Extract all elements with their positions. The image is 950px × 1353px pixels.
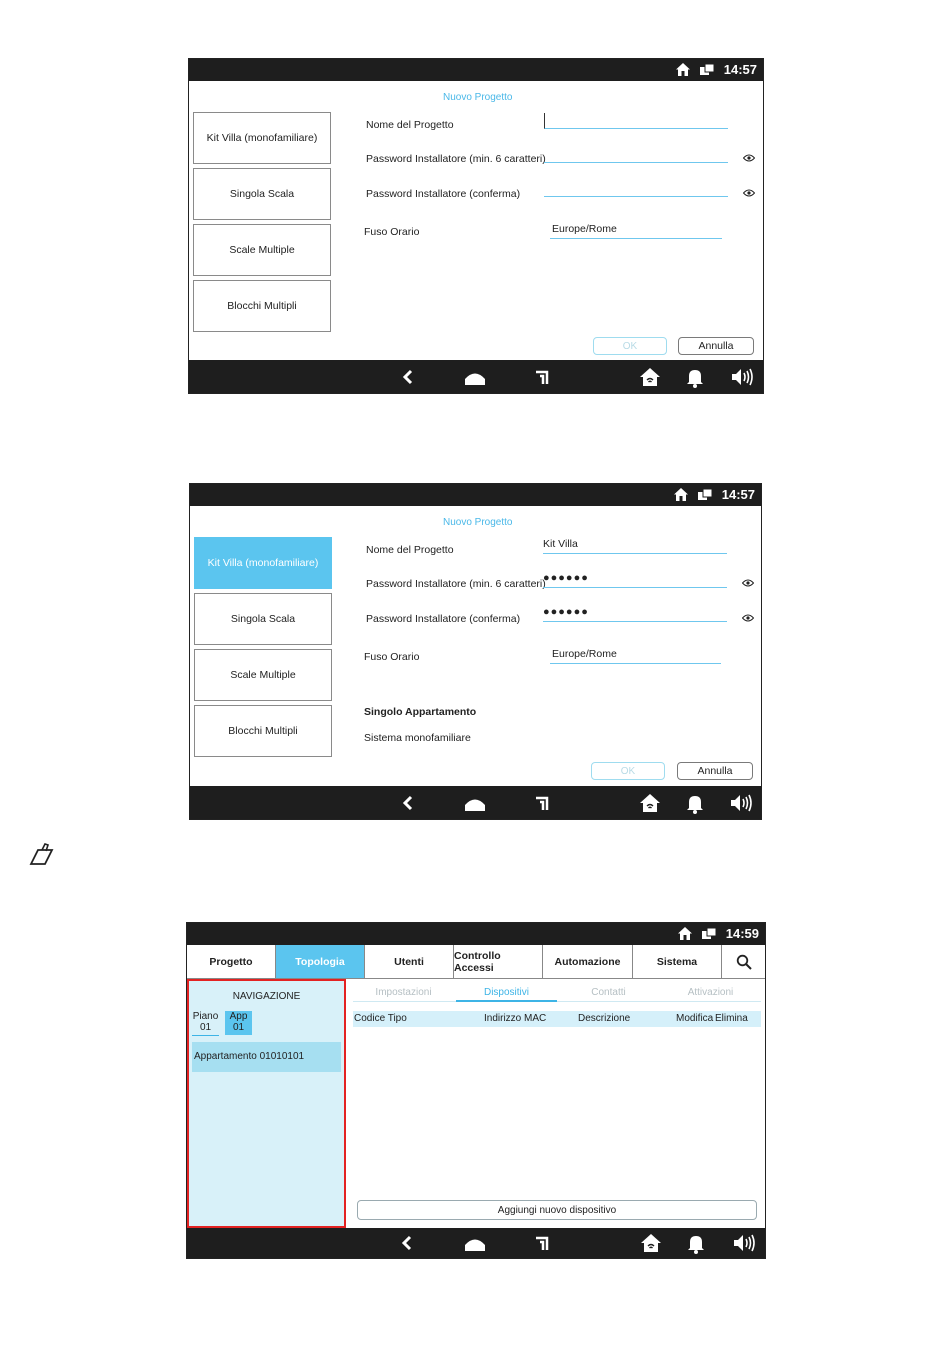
col-descrizione: Descrizione — [578, 1013, 631, 1024]
subtab-underline — [353, 1001, 761, 1002]
navigation-panel — [187, 979, 346, 1228]
nav-cell-piano-label: Piano — [192, 1011, 219, 1022]
subtab-impostazioni[interactable]: Impostazioni — [375, 987, 432, 998]
col-elimina: Elimina — [715, 1013, 748, 1024]
network-icon — [699, 62, 715, 78]
screen-new-project-filled — [190, 484, 761, 819]
eye-icon[interactable] — [742, 579, 754, 587]
eye-icon[interactable] — [742, 614, 754, 622]
navigation-title: NAVIGAZIONE — [232, 991, 301, 1002]
home-nav-icon[interactable] — [464, 1232, 486, 1254]
status-time: 14:57 — [721, 487, 755, 502]
nav-bar — [189, 360, 763, 393]
tab-utenti[interactable]: Utenti — [365, 945, 454, 978]
screen-topology — [187, 923, 765, 1258]
kit-villa-button[interactable]: Kit Villa (monofamiliare) — [193, 112, 331, 164]
subtab-active-underline — [456, 1000, 557, 1002]
status-bar — [189, 59, 763, 81]
main-tabs — [187, 945, 765, 979]
col-codice-tipo: Codice Tipo — [354, 1013, 407, 1024]
blocchi-multipli-button[interactable]: Blocchi Multipli — [193, 280, 331, 332]
bell-icon[interactable] — [684, 366, 706, 388]
eye-icon[interactable] — [743, 189, 755, 197]
password-confirm-input[interactable] — [544, 181, 728, 197]
status-bar — [187, 923, 765, 945]
project-name-label: Nome del Progetto — [366, 119, 454, 131]
password-label: Password Installatore (min. 6 caratteri) — [366, 578, 546, 590]
subtab-attivazioni[interactable]: Attivazioni — [687, 987, 734, 998]
password-input[interactable] — [544, 147, 728, 163]
home-automation-icon[interactable] — [640, 1232, 662, 1254]
subtab-contatti[interactable]: Contatti — [591, 987, 626, 998]
project-name-label: Nome del Progetto — [366, 544, 454, 556]
status-bar — [190, 484, 761, 506]
form-title: Nuovo Progetto — [443, 92, 513, 103]
singola-scala-button[interactable]: Singola Scala — [194, 593, 332, 645]
devices-table-header — [353, 1011, 761, 1027]
tab-topologia[interactable]: Topologia — [276, 945, 365, 978]
project-name-input[interactable]: Kit Villa — [543, 538, 727, 554]
scale-multiple-button[interactable]: Scale Multiple — [193, 224, 331, 276]
cancel-button[interactable]: Annulla — [677, 762, 753, 780]
col-modifica: Modifica — [676, 1013, 714, 1024]
home-nav-icon[interactable] — [464, 792, 486, 814]
tab-sistema[interactable]: Sistema — [633, 945, 722, 978]
home-icon — [673, 487, 689, 503]
info-title: Singolo Appartamento — [364, 706, 477, 718]
nav-cell-piano-value: 01 — [199, 1022, 212, 1033]
network-icon — [697, 487, 713, 503]
timezone-select[interactable]: Europe/Rome — [550, 648, 721, 664]
volume-icon[interactable] — [730, 366, 756, 388]
eye-icon[interactable] — [743, 154, 755, 162]
password-label: Password Installatore (min. 6 caratteri) — [366, 153, 546, 165]
home-automation-icon[interactable] — [639, 792, 661, 814]
form-title: Nuovo Progetto — [443, 517, 513, 528]
password-confirm-input[interactable]: ●●●●●● — [543, 606, 727, 622]
ok-button[interactable]: OK — [593, 337, 667, 355]
timezone-label: Fuso Orario — [364, 226, 420, 238]
scale-multiple-button[interactable]: Scale Multiple — [194, 649, 332, 701]
home-icon — [675, 62, 691, 78]
back-icon[interactable] — [397, 792, 419, 814]
tab-automazione[interactable]: Automazione — [543, 945, 633, 978]
tab-controllo-accessi[interactable]: Controllo Accessi — [454, 945, 543, 978]
nav-bar — [190, 786, 761, 819]
search-button[interactable] — [722, 945, 765, 978]
password-confirm-label: Password Installatore (conferma) — [366, 613, 521, 625]
network-icon — [701, 926, 717, 942]
timezone-select[interactable]: Europe/Rome — [550, 223, 722, 239]
nav-cell-piano[interactable] — [192, 1011, 219, 1036]
screen-new-project-empty — [189, 59, 763, 393]
nav-cell-app-label: App — [229, 1011, 248, 1022]
blocchi-multipli-button[interactable]: Blocchi Multipli — [194, 705, 332, 757]
home-icon — [677, 926, 693, 942]
volume-icon[interactable] — [732, 1232, 758, 1254]
bell-icon[interactable] — [685, 1232, 707, 1254]
add-device-button[interactable]: Aggiungi nuovo dispositivo — [357, 1200, 757, 1220]
subtab-dispositivi[interactable]: Dispositivi — [483, 987, 529, 998]
status-time: 14:57 — [723, 62, 757, 77]
kit-villa-button[interactable]: Kit Villa (monofamiliare) — [194, 537, 332, 589]
search-icon — [736, 954, 752, 970]
home-nav-icon[interactable] — [464, 366, 486, 388]
cancel-button[interactable]: Annulla — [678, 337, 754, 355]
nav-bar — [187, 1228, 765, 1258]
back-icon[interactable] — [396, 1232, 418, 1254]
home-automation-icon[interactable] — [639, 366, 661, 388]
password-input[interactable]: ●●●●●● — [543, 572, 727, 588]
recent-apps-icon[interactable] — [531, 1232, 553, 1254]
info-text: Sistema monofamiliare — [364, 732, 471, 744]
tab-progetto[interactable]: Progetto — [187, 945, 276, 978]
bell-icon[interactable] — [684, 792, 706, 814]
nav-item-appartamento[interactable]: Appartamento 01010101 — [192, 1042, 341, 1072]
back-icon[interactable] — [397, 366, 419, 388]
password-confirm-label: Password Installatore (conferma) — [366, 188, 521, 200]
nav-cell-app[interactable] — [225, 1011, 252, 1035]
ok-button[interactable]: OK — [591, 762, 665, 780]
col-indirizzo-mac: Indirizzo MAC — [484, 1013, 547, 1024]
status-time: 14:59 — [725, 926, 759, 941]
volume-icon[interactable] — [729, 792, 755, 814]
note-pencil-icon — [28, 842, 56, 868]
project-name-input[interactable] — [544, 113, 728, 129]
timezone-label: Fuso Orario — [364, 651, 420, 663]
recent-apps-icon[interactable] — [531, 366, 553, 388]
nav-cell-app-value: 01 — [232, 1022, 245, 1033]
singola-scala-button[interactable]: Singola Scala — [193, 168, 331, 220]
recent-apps-icon[interactable] — [531, 792, 553, 814]
